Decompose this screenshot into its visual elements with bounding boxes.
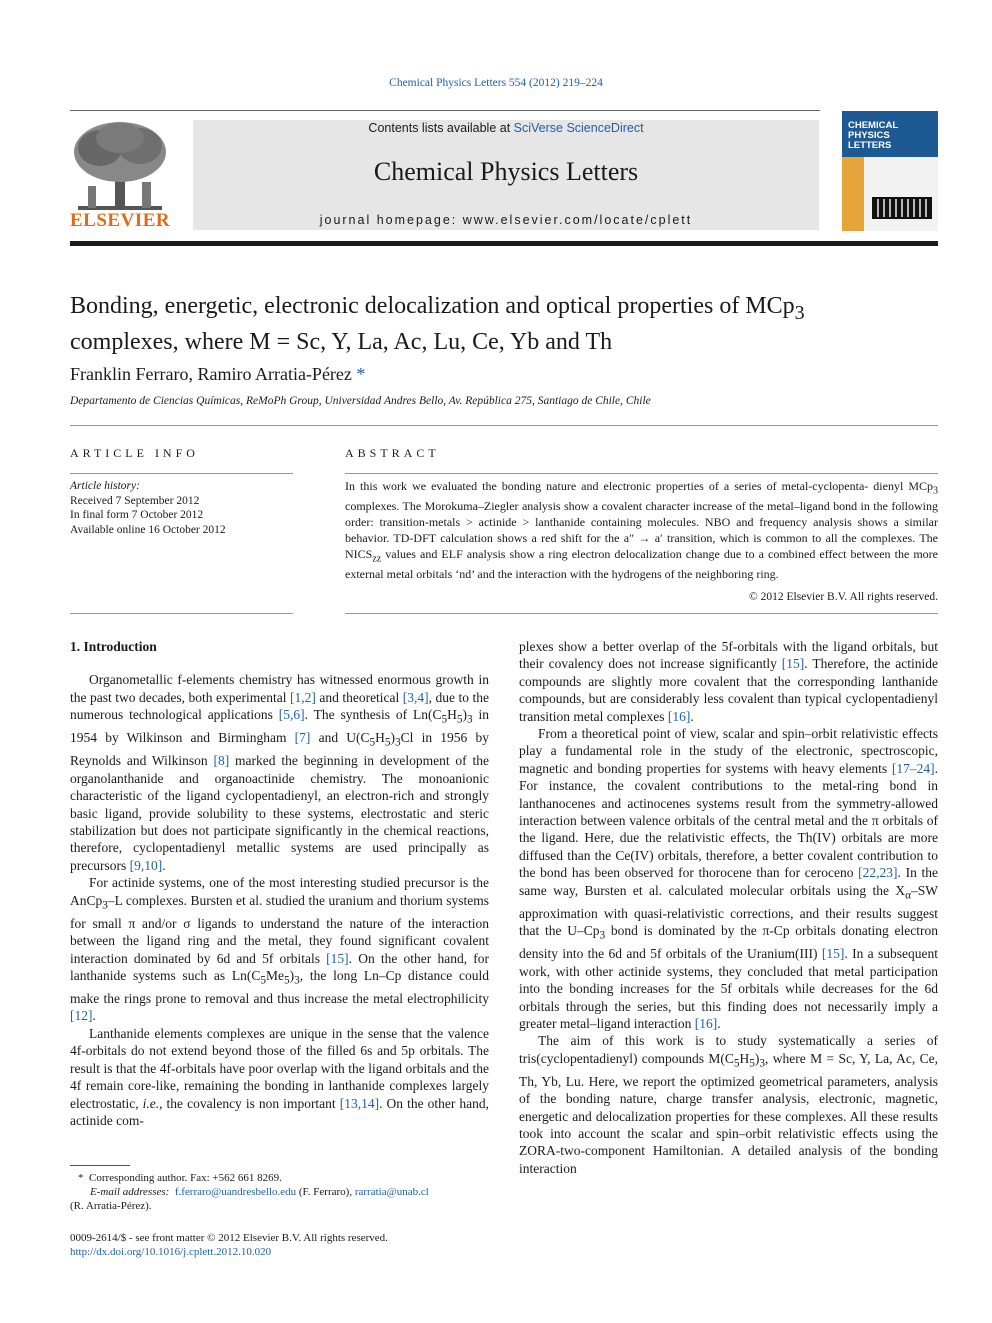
citation-link[interactable]: [9,10]	[129, 857, 163, 873]
citation-link[interactable]: [16]	[667, 708, 691, 724]
intro-paragraph-3: Lanthanide elements complexes are unique in the sense that the valence 4f-orbitals do not extend beyond those of the filled 6s and 5p orbitals. The result is that the 4f-orbitals have poor overlap with the ligand orbitals and the 4f remain core-like, remaining the bonding in lanthanide complexes largely electrostatic, i.e., the covalency is non important [13,14]. On the other hand, actinide com-	[70, 1025, 489, 1128]
citation-link[interactable]: [15]	[821, 946, 845, 962]
abstract-bottom-rule	[345, 613, 938, 614]
sciencedirect-link[interactable]: SciVerse ScienceDirect	[513, 121, 644, 135]
footnote-rule	[70, 1165, 130, 1166]
intro-paragraph-1: Organometallic f-elements chemistry has witnessed enormous growth in the past two decades, both experimental [1,2] and theoretical [3,4], due to the numerous technological applications [5,6]. The synthesis of $Ln(C_5H_5)_3$ in 1954 by Wilkinson and Birmingham [7] and $U(C_5H_5)_3Cl$ in 1956 by Reynolds and Wilkinson [8] marked the beginning in development of the organolanthanide and organoactinide chemistry. The monoanionic characteristic of the ligand cyclopentadienyl, an electron-rich and strongly basic ligand, provide solubility to these systems, electrostatic and steric stabilization but does not participate significantly in the chemical reactions, therefore, cyclopentadienyl metallic systems are used principally as precursors [9,10].	[70, 672, 489, 873]
intro-paragraph-2: For actinide systems, one of the most interesting studied precursor is the AnCp$_3$–L complexes. Bursten et al. studied the uranium and thorium systems for small π and/or σ ligands to understand the nature of the interaction between the ligand ring and the metal, they found significant covalent interaction dominated by 6d and 5f orbitals [15]. On the other hand, for lanthanide systems such as $Ln(C_5Me_5)_3$, the long Ln–Cp distance could make the rings prone to removal and thus increase the metal electrophilicity [12].	[70, 875, 489, 1024]
abstract-heading: ABSTRACT	[345, 446, 440, 460]
corresponding-author-marker[interactable]: *	[356, 364, 366, 384]
contents-prefix: Contents lists available at	[368, 121, 514, 135]
abstract-copyright: © 2012 Elsevier B.V. All rights reserved.	[749, 591, 938, 603]
abstract-body: In this work we evaluated the bonding nature and electronic properties of a series of metal-cyclopenta- dienyl MCp$_3$ complexes. The Morokuma–Ziegler analysis show a covalent character increase of the metal–ligand bond in the following order: transition-metals > actinide > lanthanide containing molecules. NBO and frequency analysis shows a similar behavior. TD-DFT calculation shows a red shift for the a″ → a′ transition, which is common to all the complexes. The $NICS_{zz}$ values and ELF analysis show a ring electron delocalization change due to a combined effect between the more external metal orbitals ‘nd’ and the interaction with the hydrogens of the neighboring ring.	[345, 479, 938, 581]
article-title: Bonding, energetic, electronic delocalization and optical properties of MCp$_3$ complexes, where M = Sc, Y, La, Ac, Lu, Ce, Yb and Th	[70, 293, 805, 355]
body-column-left	[70, 638, 489, 1129]
citation-link[interactable]: [1,2]	[289, 689, 316, 705]
elsevier-wordmark: ELSEVIER	[70, 210, 171, 231]
intro-heading: 1. Introduction	[70, 639, 157, 654]
article-info-heading: ARTICLE INFO	[70, 446, 199, 460]
contents-availability	[193, 121, 819, 135]
history-final: In final form 7 October 2012	[70, 509, 204, 521]
citation-link[interactable]: [7]	[294, 730, 311, 746]
front-matter-footer	[70, 1231, 510, 1259]
citation-link[interactable]: [22,23]	[858, 865, 898, 881]
journal-cover-thumbnail	[842, 111, 938, 231]
intro-paragraph-4: From a theoretical point of view, scalar and spin–orbit relativistic effects play a fundamental role in the study of the electronic, spectroscopic, magnetic and bonding properties for systems with heavy elements [17–24]. For instance, the covalent contributions to the metal-ring bond in lanthanocenes and actinocenes systems result from the symmetry-allowed interaction between valence orbitals of the central metal and the π orbitals of the ligand. Here, due the relativistic effects, the Th(IV) orbitals are more diffused than the Ce(IV) orbitals, therefore, a better covalent contribution to the bond has been observed for thorocene than for ceroceno [22,23]. In the same way, Bursten et al. calculated molecular orbitals using the $X_\alpha-SW$ approximation with quasi-relativistic corrections, and their results suggest that the $U-Cp_3$ bond is dominated by the π-Cp orbitals donating electron density into the 6d and 5f orbitals of the Uranium(III) [15]. In a subsequent work, with other actinide systems, they concluded that metal participation into the bonding increases for the 5f orbitals while decreases for the 6d orbitals through the series, but this finding does not necessarily imply a greater metal–ligand interaction [16].	[519, 726, 938, 1031]
journal-reference[interactable]: Chemical Physics Letters 554 (2012) 219–224	[389, 77, 603, 89]
intro-paragraph-5: The aim of this work is to study systematically a series of tris(cyclopentadienyl) compounds $M(C_5H_5)_3$, where M = Sc, Y, La, Ac, Ce, Th, Yb, Lu. Here, we report the optimized geometrical parameters, analysis of the bonding nature, charge transfer analysis, electronic, magnetic, energetic and delocalization properties for these complexes. All these results took into account the scalar and spin–orbit relativistic effects using the ZORA-two-component Hamiltonian. A detailed analysis of the bonding interaction	[519, 1033, 938, 1176]
body-column-right	[519, 638, 938, 1177]
intro-paragraph-3-cont: plexes show a better overlap of the 5f-orbitals with the ligand orbitals, but their covalency does not increase significantly [15]. Therefore, the actinide compounds are slightly more covalent that the corresponding lanthanide compounds, but are considerably less covalent than typical cyclopentadienyl transition metal complexes [16].	[519, 639, 938, 724]
citation-link[interactable]: [8]	[213, 753, 230, 769]
affiliation: Departamento de Ciencias Químicas, ReMoPh Group, Universidad Andres Bello, Av. República 275, Santiago de Chile, Chile	[70, 395, 651, 407]
masthead-bottom-rule	[70, 241, 938, 246]
history-label: Article history:	[70, 480, 140, 492]
corresponding-footnote: * Corresponding author. Fax: +562 661 8269.	[78, 1172, 282, 1184]
article-history	[70, 479, 226, 537]
email-link-ferraro[interactable]: f.ferraro@uandresbello.edu	[174, 1186, 297, 1198]
citation-link[interactable]: [15]	[326, 950, 349, 966]
email-link-arratia[interactable]: rarratia@unab.cl	[354, 1186, 429, 1198]
journal-name: Chemical Physics Letters	[373, 157, 639, 186]
title-divider	[70, 425, 938, 426]
abstract-rule	[345, 473, 938, 474]
article-info-bottom-rule	[70, 613, 293, 614]
history-online: Available online 16 October 2012	[70, 523, 226, 536]
citation-link[interactable]: [3,4]	[402, 689, 429, 705]
doi-link[interactable]: http://dx.doi.org/10.1016/j.cplett.2012.10.020	[70, 1246, 272, 1258]
citation-link[interactable]: [17–24]	[891, 760, 935, 776]
email-owner-2: (R. Arratia-Pérez).	[70, 1200, 152, 1212]
header-rule	[70, 110, 820, 111]
email-footnote: E-mail addresses: f.ferraro@uandresbello.edu (F. Ferraro), rarratia@unab.cl	[90, 1186, 429, 1198]
citation-link[interactable]: [15]	[781, 656, 805, 672]
issn-line: 0009-2614/$ - see front matter © 2012 Elsevier B.V. All rights reserved.	[70, 1232, 388, 1244]
history-received: Received 7 September 2012	[70, 494, 200, 507]
author-list: Franklin Ferraro, Ramiro Arratia-Pérez *	[70, 364, 366, 384]
citation-link[interactable]: [12]	[70, 1008, 93, 1024]
article-info-rule	[70, 473, 293, 474]
cover-title: CHEMICAL PHYSICS LETTERS	[848, 120, 899, 151]
citation-link[interactable]: [13,14]	[339, 1095, 380, 1111]
footnotes	[70, 1171, 489, 1213]
citation-link[interactable]: [16]	[694, 1015, 718, 1031]
citation-link[interactable]: [5,6]	[278, 707, 305, 723]
journal-homepage[interactable]: journal homepage: www.elsevier.com/locate/cplett	[319, 213, 693, 227]
cover-spectrum-graphic	[872, 191, 932, 221]
